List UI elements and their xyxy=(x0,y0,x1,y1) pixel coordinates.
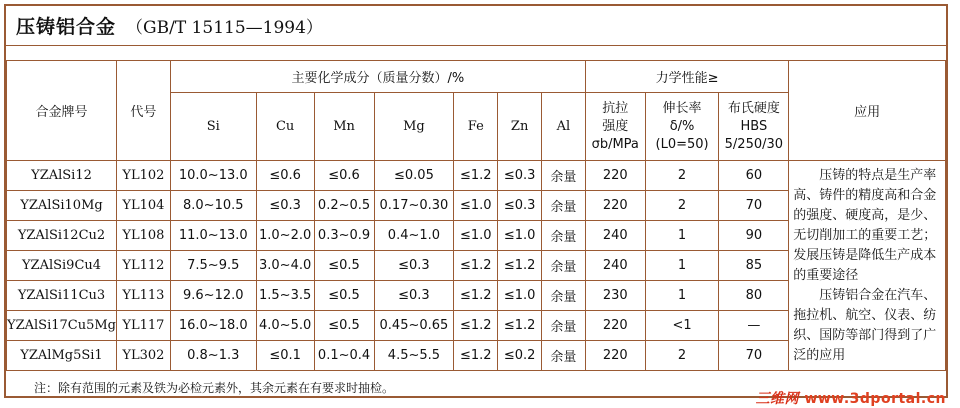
alloy-cell: YZAlSi12 xyxy=(7,161,117,191)
hardness-cell: 70 xyxy=(719,341,789,371)
table-frame xyxy=(4,4,948,398)
hardness-cell: 90 xyxy=(719,221,789,251)
cu-cell: ≤0.6 xyxy=(256,161,314,191)
fe-cell: ≤1.2 xyxy=(454,251,498,281)
watermark xyxy=(756,388,946,408)
mn-cell: ≤0.5 xyxy=(314,311,374,341)
alloy-cell: YZAlSi17Cu5Mg xyxy=(7,311,117,341)
fe-cell: ≤1.0 xyxy=(454,221,498,251)
header-elongation-line3: (L0=50) xyxy=(655,136,709,152)
cu-cell: ≤0.3 xyxy=(256,191,314,221)
si-cell: 8.0~10.5 xyxy=(170,191,256,221)
fe-cell: ≤1.2 xyxy=(454,281,498,311)
hardness-cell: 70 xyxy=(719,191,789,221)
header-hardness-line2: HBS xyxy=(740,118,768,134)
cu-cell: 1.0~2.0 xyxy=(256,221,314,251)
header-cu: Cu xyxy=(256,93,314,161)
header-mechanical: 力学性能≥ xyxy=(585,61,788,93)
al-cell: 余量 xyxy=(542,311,586,341)
header-strength-line2: 强度 xyxy=(602,118,629,134)
zn-cell: ≤1.0 xyxy=(498,281,542,311)
alloy-cell: YZAlSi9Cu4 xyxy=(7,251,117,281)
si-cell: 11.0~13.0 xyxy=(170,221,256,251)
header-zn: Zn xyxy=(498,93,542,161)
fe-cell: ≤1.2 xyxy=(454,311,498,341)
usage-cell xyxy=(789,161,946,371)
header-si: Si xyxy=(170,93,256,161)
header-alloy: 合金牌号 xyxy=(7,61,117,161)
mg-cell: ≤0.3 xyxy=(374,251,454,281)
header-elongation-line1: 伸长率 xyxy=(662,100,702,116)
header-usage: 应用 xyxy=(789,61,946,161)
mn-cell: 0.1~0.4 xyxy=(314,341,374,371)
fe-cell: ≤1.2 xyxy=(454,341,498,371)
code-cell: YL108 xyxy=(117,221,171,251)
header-code: 代号 xyxy=(117,61,171,161)
code-cell: YL112 xyxy=(117,251,171,281)
elongation-cell: 1 xyxy=(645,251,719,281)
code-cell: YL104 xyxy=(117,191,171,221)
header-strength-line3: σb/MPa xyxy=(591,136,639,152)
header-mn: Mn xyxy=(314,93,374,161)
header-strength-line1: 抗拉 xyxy=(602,100,629,116)
cu-cell: 4.0~5.0 xyxy=(256,311,314,341)
header-al: Al xyxy=(542,93,586,161)
si-cell: 7.5~9.5 xyxy=(170,251,256,281)
elongation-cell: <1 xyxy=(645,311,719,341)
title-bar xyxy=(6,6,946,46)
strength-cell: 220 xyxy=(585,311,645,341)
header-elongation xyxy=(645,93,719,161)
al-cell: 余量 xyxy=(542,281,586,311)
table-row xyxy=(7,161,946,191)
al-cell: 余量 xyxy=(542,251,586,281)
si-cell: 0.8~1.3 xyxy=(170,341,256,371)
strength-cell: 220 xyxy=(585,161,645,191)
strength-cell: 220 xyxy=(585,191,645,221)
mn-cell: ≤0.5 xyxy=(314,251,374,281)
mg-cell: 0.4~1.0 xyxy=(374,221,454,251)
si-cell: 16.0~18.0 xyxy=(170,311,256,341)
code-cell: YL117 xyxy=(117,311,171,341)
header-hardness-line3: 5/250/30 xyxy=(724,136,784,152)
mn-cell: ≤0.6 xyxy=(314,161,374,191)
hardness-cell: 60 xyxy=(719,161,789,191)
al-cell: 余量 xyxy=(542,341,586,371)
hardness-cell: 80 xyxy=(719,281,789,311)
elongation-cell: 2 xyxy=(645,341,719,371)
mg-cell: ≤0.3 xyxy=(374,281,454,311)
elongation-cell: 2 xyxy=(645,191,719,221)
hardness-cell: — xyxy=(719,311,789,341)
standard-code: （GB/T 15115—1994） xyxy=(126,18,323,38)
usage-paragraph-1: 压铸的特点是生产率高、铸件的精度高和合金的强度、硬度高，是少、无切削加工的重要工艺；发展压铸是降低生产成本的重要途径 xyxy=(793,167,937,283)
zn-cell: ≤1.2 xyxy=(498,251,542,281)
al-cell: 余量 xyxy=(542,191,586,221)
mn-cell: 0.2~0.5 xyxy=(314,191,374,221)
code-cell: YL113 xyxy=(117,281,171,311)
strength-cell: 240 xyxy=(585,251,645,281)
mn-cell: 0.3~0.9 xyxy=(314,221,374,251)
al-cell: 余量 xyxy=(542,161,586,191)
zn-cell: ≤0.2 xyxy=(498,341,542,371)
watermark-brand: 三维网 xyxy=(755,391,800,407)
page-title: 压铸铝合金 xyxy=(16,16,117,38)
footnote: 注：除有范围的元素及铁为必检元素外，其余元素在有要求时抽检。 xyxy=(34,381,395,395)
cu-cell: 3.0~4.0 xyxy=(256,251,314,281)
zn-cell: ≤1.0 xyxy=(498,221,542,251)
alloy-cell: YZAlMg5Si1 xyxy=(7,341,117,371)
fe-cell: ≤1.2 xyxy=(454,161,498,191)
mg-cell: ≤0.05 xyxy=(374,161,454,191)
strength-cell: 220 xyxy=(585,341,645,371)
hardness-cell: 85 xyxy=(719,251,789,281)
strength-cell: 230 xyxy=(585,281,645,311)
zn-cell: ≤0.3 xyxy=(498,161,542,191)
header-hardness-line1: 布氏硬度 xyxy=(727,100,780,116)
header-elongation-line2: δ/% xyxy=(669,118,695,134)
mg-cell: 0.17~0.30 xyxy=(374,191,454,221)
usage-paragraph-2: 压铸铝合金在汽车、拖拉机、航空、仪表、纺织、国防等部门得到了广泛的应用 xyxy=(793,287,937,363)
elongation-cell: 1 xyxy=(645,281,719,311)
cu-cell: 1.5~3.5 xyxy=(256,281,314,311)
header-hardness xyxy=(719,93,789,161)
si-cell: 9.6~12.0 xyxy=(170,281,256,311)
header-strength xyxy=(585,93,645,161)
mg-cell: 0.45~0.65 xyxy=(374,311,454,341)
header-fe: Fe xyxy=(454,93,498,161)
mg-cell: 4.5~5.5 xyxy=(374,341,454,371)
alloy-cell: YZAlSi11Cu3 xyxy=(7,281,117,311)
watermark-url: www.3dportal.cn xyxy=(804,391,946,407)
elongation-cell: 1 xyxy=(645,221,719,251)
zn-cell: ≤0.3 xyxy=(498,191,542,221)
header-composition: 主要化学成分（质量分数）/% xyxy=(170,61,585,93)
header-mg: Mg xyxy=(374,93,454,161)
elongation-cell: 2 xyxy=(645,161,719,191)
code-cell: YL302 xyxy=(117,341,171,371)
al-cell: 余量 xyxy=(542,221,586,251)
alloy-cell: YZAlSi12Cu2 xyxy=(7,221,117,251)
alloy-cell: YZAlSi10Mg xyxy=(7,191,117,221)
alloy-table xyxy=(6,60,946,371)
code-cell: YL102 xyxy=(117,161,171,191)
mn-cell: ≤0.5 xyxy=(314,281,374,311)
fe-cell: ≤1.0 xyxy=(454,191,498,221)
si-cell: 10.0~13.0 xyxy=(170,161,256,191)
strength-cell: 240 xyxy=(585,221,645,251)
cu-cell: ≤0.1 xyxy=(256,341,314,371)
zn-cell: ≤1.2 xyxy=(498,311,542,341)
